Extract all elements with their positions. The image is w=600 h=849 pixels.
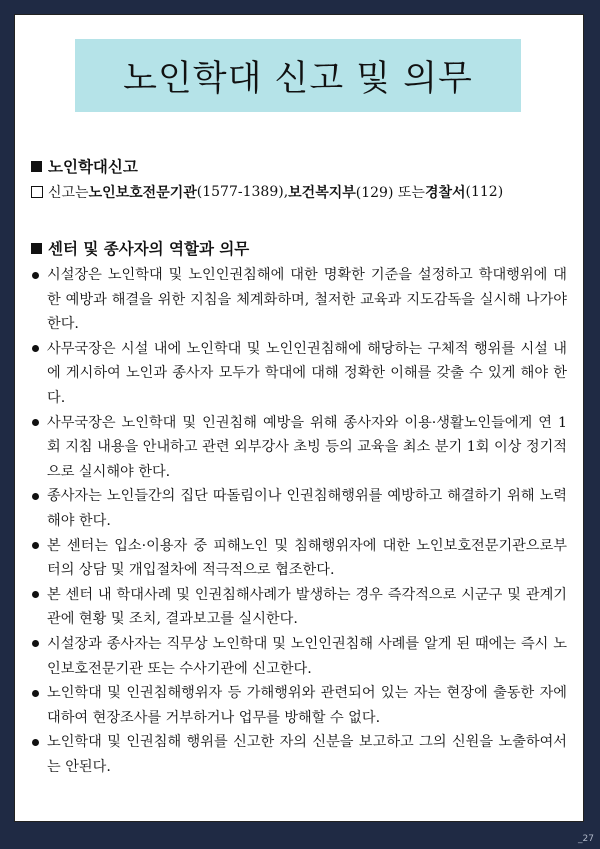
section-heading-text: 센터 및 종사자의 역할과 의무 [48, 239, 250, 258]
list-item-text: 노인학대 및 인권침해 행위를 신고한 자의 신분을 보고하고 그의 신원을 노출하여서는 안된다. [47, 734, 567, 775]
list-item-text: 본 센터 내 학대사례 및 인권침해사례가 발생하는 경우 즉각적으로 시군구 및 관계기관에 현황 및 조치, 결과보고를 실시한다. [47, 586, 567, 628]
list-item [31, 632, 567, 681]
list-item-text: 본 센터는 입소·이용자 중 피해노인 및 침해행위자에 대한 노인보호전문기관으로부터의 상담 및 개입절차에 적극적으로 협조한다. [47, 537, 567, 579]
square-bullet-icon [31, 243, 42, 254]
bullet-dot-icon [32, 542, 39, 549]
hotline-agency-3: 경찰서 [424, 185, 466, 201]
duty-list [31, 263, 567, 779]
document-page [14, 14, 584, 822]
list-item-text: 사무국장은 시설 내에 노인학대 및 노인인권침해에 해당하는 구체적 행위를 시설 내에 게시하여 노인과 종사자 모두가 학대에 대해 정확한 이해를 갖출 수 있게 해야 한다. [47, 340, 567, 406]
content [31, 155, 567, 779]
hotline-agency-2: 보건복지부 [288, 185, 356, 201]
list-item [31, 411, 567, 485]
hotline-prefix: 신고는 [48, 185, 89, 201]
list-item-text: 사무국장은 노인학대 및 인권침해 예방을 위해 종사자와 이용·생활노인들에게 연 1회 지침 내용을 안내하고 관련 외부강사 초빙 등의 교육을 최소 분기 1회 이상 정기적으로 실시해야 한다. [47, 414, 567, 480]
hotline-number-1: (1577-1389), [196, 184, 289, 200]
bullet-dot-icon [32, 690, 39, 697]
bullet-dot-icon [32, 640, 39, 647]
checkbox-square-icon [31, 186, 43, 198]
page-title: 노인학대 신고 및 의무 [123, 58, 473, 99]
section-heading-report [31, 155, 567, 177]
bullet-dot-icon [32, 345, 39, 352]
list-item [31, 263, 567, 337]
page-number: _27 [578, 834, 594, 844]
hotline-line [31, 181, 567, 203]
list-item-text: 시설장은 노인학대 및 노인인권침해에 대한 명확한 기준을 설정하고 학대행위에 대한 예방과 해결을 위한 지침을 체계화하며, 철저한 교육과 지도감독을 실시해 나가야 한다. [47, 267, 567, 333]
hotline-agency-1: 노인보호전문기관 [88, 185, 197, 201]
hotline-number-2: (129) 또는 [355, 185, 425, 201]
list-item-text: 시설장과 종사자는 직무상 노인학대 및 노인인권침해 사례를 알게 된 때에는 즉시 노인보호전문기관 또는 수사기관에 신고한다. [47, 635, 567, 677]
list-item [31, 337, 567, 411]
list-item [31, 681, 567, 730]
square-bullet-icon [31, 161, 42, 172]
bullet-dot-icon [32, 419, 39, 426]
list-item [31, 484, 567, 533]
bullet-dot-icon [32, 493, 39, 500]
list-item-text: 노인학대 및 인권침해행위자 등 가해행위와 관련되어 있는 자는 현장에 출동한 자에 대하여 현장조사를 거부하거나 업무를 방해할 수 없다. [47, 685, 567, 726]
section-heading-duties [31, 237, 567, 259]
bullet-dot-icon [32, 591, 39, 598]
title-banner [75, 39, 521, 112]
list-item [31, 583, 567, 632]
bullet-dot-icon [32, 272, 39, 279]
list-item [31, 534, 567, 583]
section-heading-text: 노인학대신고 [48, 157, 138, 176]
list-item [31, 730, 567, 779]
bullet-dot-icon [32, 739, 39, 746]
list-item-text: 종사자는 노인들간의 집단 따돌림이나 인권침해행위를 예방하고 해결하기 위해 노력해야 한다. [47, 488, 567, 529]
hotline-number-3: (112) [465, 184, 504, 200]
